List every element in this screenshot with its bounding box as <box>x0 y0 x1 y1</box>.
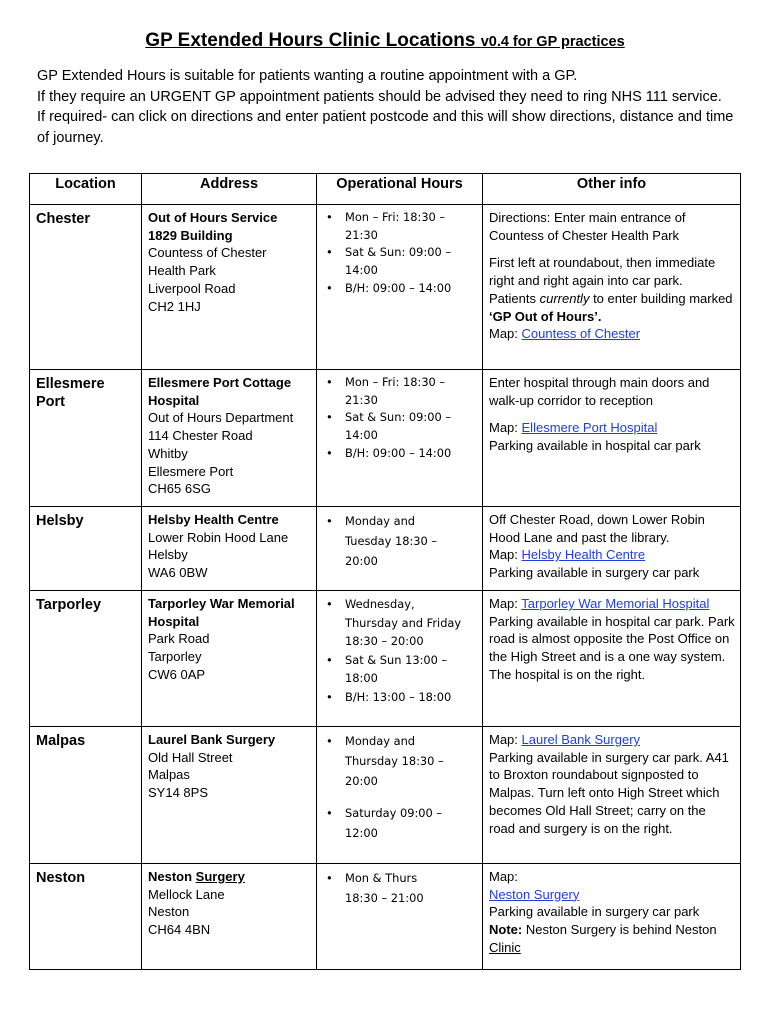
map-line: Map: Countess of Chester <box>489 326 641 342</box>
page-title <box>0 30 770 52</box>
address-line: Out of Hours Service <box>148 210 278 225</box>
intro-text <box>37 66 737 148</box>
hours-item: • Mon & Thurs 18:30 – 21:00 <box>323 868 477 908</box>
info-cell <box>483 864 741 970</box>
intro-line-2: If they require an URGENT GP appointment patients should be advised they need to ring NHS 111 service. <box>37 88 722 105</box>
hours-item: • Mon – Fri: 18:30 – 21:30 <box>323 374 477 409</box>
hours-cell <box>317 864 483 970</box>
address-line: Ellesmere Port <box>148 463 234 479</box>
hours-cell <box>317 205 483 370</box>
map-line: Map: Helsby Health Centre <box>489 547 646 563</box>
location-cell: Neston <box>30 864 142 970</box>
address-line: Mellock Lane <box>148 886 225 902</box>
header-location: Location <box>30 174 142 205</box>
table-header-row <box>30 174 741 205</box>
hours-cell <box>317 591 483 727</box>
hours-item: • Sat & Sun 13:00 – 18:00 <box>323 651 477 688</box>
intro-line-3: If required- can click on directions and enter patient postcode and this will show directions, distance and time of journey. <box>37 109 734 146</box>
directions-text: Enter hospital through main doors and walk-up corridor to reception <box>489 375 710 408</box>
address-line: Laurel Bank Surgery <box>148 732 276 747</box>
clinic-table <box>29 173 741 970</box>
header-hours: Operational Hours <box>317 174 483 205</box>
map-link[interactable]: Countess of Chester <box>521 326 641 342</box>
address-line: Malpas <box>148 767 190 783</box>
info-cell <box>483 205 741 370</box>
address-line: SY14 8PS <box>148 785 208 801</box>
map-line: Map: Laurel Bank Surgery <box>489 732 641 747</box>
parking-text: Parking available in hospital car park <box>489 438 701 454</box>
location-cell: Malpas <box>30 727 142 864</box>
address-line: Tarporley <box>148 649 202 665</box>
address-line: Hospital <box>148 392 200 408</box>
address-line: Park Road <box>148 631 210 647</box>
header-address: Address <box>142 174 317 205</box>
patients-note: Patients currently to enter building marked ‘GP Out of Hours’. <box>489 290 733 324</box>
address-line: 1829 Building <box>148 227 233 243</box>
info-cell <box>483 370 741 507</box>
address-cell <box>142 727 317 864</box>
table-row <box>30 591 741 727</box>
hours-cell <box>317 370 483 507</box>
address-cell <box>142 205 317 370</box>
directions-text: Directions: Enter main entrance of Countess of Chester Health Park <box>489 210 686 243</box>
map-line <box>489 886 735 904</box>
table-row <box>30 507 741 591</box>
address-line: Countess of Chester <box>148 245 267 261</box>
location-cell: Helsby <box>30 507 142 591</box>
parking-text: Parking available in hospital car park. Park road is almost opposite the Post Office on the High Street and is a one way system. The hospital is on the right. <box>489 613 735 682</box>
map-label: Map: <box>489 869 518 884</box>
version-text: v0.4 for GP practices <box>480 34 625 50</box>
info-cell <box>483 727 741 864</box>
location-cell: Chester <box>30 205 142 370</box>
info-cell <box>483 591 741 727</box>
address-line: CH2 1HJ <box>148 298 201 314</box>
map-link[interactable]: Tarporley War Memorial Hospital <box>521 596 710 611</box>
hours-item: • Sat & Sun: 09:00 – 14:00 <box>323 244 477 279</box>
table-row <box>30 370 741 507</box>
title-text: GP Extended Hours Clinic Locations <box>145 30 476 51</box>
address-line: Old Hall Street <box>148 749 233 765</box>
hours-item: • Monday and Thursday 18:30 – 20:00 <box>323 731 477 791</box>
table-row <box>30 205 741 370</box>
hours-item: • Saturday 09:00 – 12:00 <box>323 803 477 843</box>
table-row <box>30 727 741 864</box>
address-line: Health Park <box>148 263 216 279</box>
table-row <box>30 864 741 970</box>
hours-item: • Monday and Tuesday 18:30 – 20:00 <box>323 511 477 571</box>
address-line: CH65 6SG <box>148 481 211 497</box>
address-cell <box>142 370 317 507</box>
address-line: Neston <box>148 904 190 920</box>
address-line: Tarporley War Memorial <box>148 596 295 611</box>
parking-text: Parking available in surgery car park. A41 to Broxton roundabout signposted to Malpas. Turn left onto High Street which becomes Old Hall Street; carry on the road and surgery is on the right. <box>489 749 729 836</box>
address-line: Ellesmere Port Cottage <box>148 375 292 390</box>
map-link[interactable]: Laurel Bank Surgery <box>521 732 641 747</box>
directions-text: First left at roundabout, then immediate right and right again into car park. <box>489 255 716 289</box>
note-text: Note: Neston Surgery is behind Neston Clinic <box>489 922 717 955</box>
address-line: 114 Chester Road <box>148 428 253 444</box>
address-line: WA6 0BW <box>148 565 208 581</box>
parking-text: Parking available in surgery car park <box>489 904 700 920</box>
hours-item: • B/H: 09:00 – 14:00 <box>323 445 477 463</box>
map-link[interactable]: Neston Surgery <box>489 886 580 902</box>
address-cell <box>142 507 317 591</box>
hours-cell <box>317 507 483 591</box>
address-line: CH64 4BN <box>148 922 211 938</box>
map-line: Map: Tarporley War Memorial Hospital <box>489 596 710 611</box>
map-link[interactable]: Helsby Health Centre <box>521 547 646 563</box>
address-line: Lower Robin Hood Lane <box>148 529 289 545</box>
location-cell: Ellesmere Port <box>30 370 142 507</box>
address-cell <box>142 591 317 727</box>
address-line: Liverpool Road <box>148 280 236 296</box>
hours-item: • Wednesday, Thursday and Friday 18:30 – 20:00 <box>323 595 477 651</box>
address-line: Whitby <box>148 445 188 461</box>
hours-item: • B/H: 09:00 – 14:00 <box>323 280 477 298</box>
address-line: Neston Surgery <box>148 869 245 884</box>
header-other-info: Other info <box>483 174 741 205</box>
address-line: Helsby <box>148 547 188 563</box>
map-line: Map: Ellesmere Port Hospital <box>489 420 658 436</box>
address-cell <box>142 864 317 970</box>
parking-text: Parking available in surgery car park <box>489 565 700 581</box>
intro-line-1: GP Extended Hours is suitable for patients wanting a routine appointment with a GP. <box>37 68 578 84</box>
hours-item: • B/H: 13:00 – 18:00 <box>323 688 477 707</box>
address-line: Helsby Health Centre <box>148 512 279 527</box>
hours-item: • Sat & Sun: 09:00 – 14:00 <box>323 409 477 444</box>
hours-cell <box>317 727 483 864</box>
location-cell: Tarporley <box>30 591 142 727</box>
hours-item: • Mon – Fri: 18:30 – 21:30 <box>323 209 477 244</box>
map-link[interactable]: Ellesmere Port Hospital <box>521 420 658 436</box>
address-line: Hospital <box>148 613 200 629</box>
info-cell <box>483 507 741 591</box>
directions-text: Off Chester Road, down Lower Robin Hood Lane and past the library. <box>489 512 705 545</box>
address-line: Out of Hours Department <box>148 410 294 426</box>
address-line: CW6 0AP <box>148 666 206 682</box>
